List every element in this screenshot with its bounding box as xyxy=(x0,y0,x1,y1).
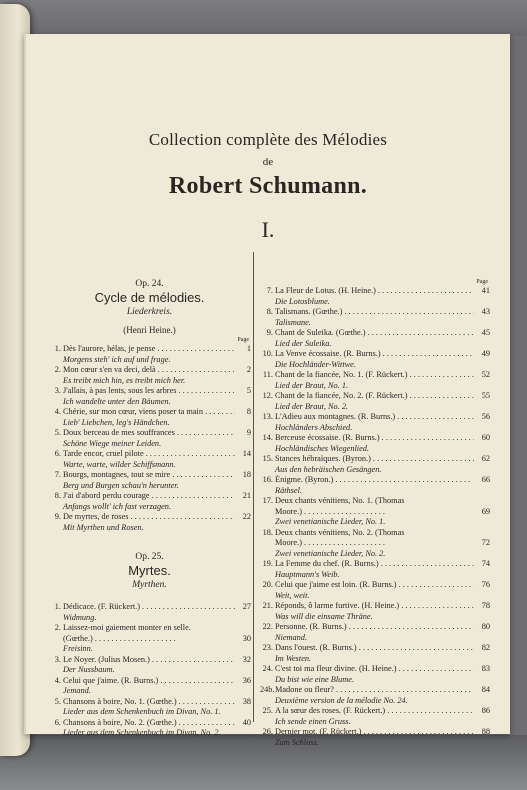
entry-page: 32 xyxy=(242,654,251,664)
entry-german-title: Was will die einsame Thräne. xyxy=(275,611,373,621)
entry-page: 38 xyxy=(242,696,251,706)
dot-leader: . . . . . . . . . . . . . . . . . . . . xyxy=(301,506,385,516)
toc-entry xyxy=(260,664,490,675)
op25-list xyxy=(48,602,251,739)
entry-title: Celui que j'aime est loin. (R. Burns.) . . . xyxy=(275,580,474,591)
entry-number: 24b. xyxy=(260,685,275,694)
entry-number: 5. xyxy=(54,696,61,706)
book-page xyxy=(24,34,510,747)
entry-title: Chant de la fiancée, No. 2. (F. Rückert.) . . . xyxy=(275,391,474,402)
entry-german-title: Lied der Braut, No. 2. xyxy=(275,401,349,411)
entry-number: 22. xyxy=(262,622,273,631)
entry-title: Dédicace. (F. Rückert.) . . . xyxy=(63,602,235,613)
entry-title: La Femme du chef. (R. Burns.) . . . xyxy=(275,559,474,570)
entry-german-title: Freisinn. xyxy=(63,644,93,653)
entry-german-title: Im Westen. xyxy=(275,653,312,663)
entry-german-title: Zwei venetianische Lieder, No. 1. xyxy=(275,517,386,526)
dot-leader: . . . . . . . . . . . . . . . . . . . . xyxy=(301,538,385,547)
toc-entry xyxy=(260,528,490,539)
entry-page: 88 xyxy=(481,727,490,736)
entry-page: 40 xyxy=(242,717,251,727)
de-line: de xyxy=(262,156,274,168)
toc-entry xyxy=(260,685,490,696)
entry-page: 86 xyxy=(481,706,490,715)
entry-number: 14. xyxy=(262,433,273,442)
entry-german-title: Lied der Suleika. xyxy=(275,338,332,348)
entry-number: 3. xyxy=(54,386,61,395)
entry-title: Tarde encor, cruel pilote . . . xyxy=(63,449,235,460)
entry-number: 19. xyxy=(262,559,273,568)
volume-number: I. xyxy=(261,217,275,242)
entry-number: 2. xyxy=(54,365,61,374)
entry-page: 82 xyxy=(481,643,490,652)
entry-number: 6. xyxy=(54,717,61,727)
entry-german-title: Die Hochländer-Wittwe. xyxy=(275,359,356,369)
entry-page: 30 xyxy=(242,633,251,643)
entry-german-title: Lied der Braut, No. 1. xyxy=(275,380,349,390)
toc-entry xyxy=(48,697,251,708)
entry-page: 78 xyxy=(481,601,490,610)
entry-title: Laissez-moi gaiement monter en selle. xyxy=(63,623,191,632)
entry-title: Stances hébraïques. (Byron.) . . . xyxy=(275,454,474,465)
entry-page: 60 xyxy=(481,433,490,442)
entry-german-title: Warte, warte, wilder Schiffsmann. xyxy=(63,459,176,469)
entry-number: 10. xyxy=(262,349,273,358)
op24-german: Liederkreis. xyxy=(126,307,173,317)
page-column-label-right: Page xyxy=(476,279,488,285)
toc-entry xyxy=(260,622,490,633)
entry-german-title: Du bist wie eine Blume. xyxy=(275,674,355,684)
entry-title: L'Adieu aux montagnes. (R. Burns.) . . . xyxy=(275,412,474,423)
entry-number: 17. xyxy=(262,496,273,505)
toc-entry xyxy=(260,727,490,738)
entry-page: 18 xyxy=(242,470,251,479)
toc-entry xyxy=(260,643,490,654)
entry-number: 23. xyxy=(262,643,273,652)
entry-page: 36 xyxy=(242,675,251,685)
entry-title-cont: Moore.) xyxy=(275,538,302,547)
toc-entry xyxy=(260,349,490,360)
entry-page: 8 xyxy=(246,407,251,416)
entry-page: 69 xyxy=(481,506,490,516)
toc-entry xyxy=(260,391,490,402)
entry-number: 26. xyxy=(262,727,273,736)
entry-page: 62 xyxy=(481,454,490,463)
dot-leader: . . . . . . . . . . . . . . . . . . . . xyxy=(92,633,176,643)
toc-entry xyxy=(260,559,490,570)
toc-entry xyxy=(48,407,251,418)
entry-german-title: Schöne Wiege meiner Leiden. xyxy=(63,438,162,448)
entry-number: 18. xyxy=(262,527,273,537)
toc-entry xyxy=(260,433,490,444)
toc-entry xyxy=(260,307,490,318)
entry-german-title: Die Lotosblume. xyxy=(275,296,330,306)
entry-number: 21. xyxy=(262,601,273,610)
entry-title: Bourgs, montagnes, tout se mire . . . xyxy=(63,470,235,481)
entry-title: Chansons à boire, No. 1. (Gœthe.) . . . xyxy=(63,697,235,708)
entry-title: Doux berceau de mes souffrances . . . xyxy=(63,428,235,439)
entry-continuation xyxy=(260,538,490,549)
entry-page: 27 xyxy=(242,602,251,611)
entry-page: 1 xyxy=(246,344,251,353)
entry-page: 55 xyxy=(481,391,490,400)
entry-title: Chant de la fiancée, No. 1. (F. Rückert.) . . . xyxy=(275,370,474,381)
entry-page: 52 xyxy=(481,370,490,379)
entry-number: 6. xyxy=(54,449,61,458)
entry-german-title: Deuxième version de la mélodie No. 24. xyxy=(275,695,408,705)
toc-entry xyxy=(48,655,251,666)
entry-number: 25. xyxy=(262,706,273,715)
entry-title: La Fleur de Lotus. (H. Heine.) . . . xyxy=(275,286,474,297)
entry-number: 2. xyxy=(54,623,61,632)
entry-number: 15. xyxy=(262,454,273,463)
entry-page: 49 xyxy=(481,349,490,358)
entry-german-title: Räthsel. xyxy=(275,485,302,495)
entry-german-title: Niemand. xyxy=(275,632,308,642)
toc-entry xyxy=(260,496,490,507)
page-column-label: Page xyxy=(237,337,249,343)
entry-page: 9 xyxy=(246,428,251,437)
entry-continuation xyxy=(48,634,251,645)
entry-number: 12. xyxy=(262,391,273,400)
toc-entry xyxy=(260,706,490,717)
entry-german-title: Hauptmann's Weib. xyxy=(275,569,340,579)
entry-german-title: Hochländers Abschied. xyxy=(275,422,353,432)
toc-entry xyxy=(48,449,251,460)
entry-page: 66 xyxy=(481,475,490,484)
entry-title: Réponds, ô larme furtive. (H. Heine.) . . . xyxy=(275,601,474,612)
op25-label: Op. 25. xyxy=(135,552,164,562)
entry-page: 41 xyxy=(481,286,490,295)
entry-title: Le Noyer. (Julius Mosen.) . . . xyxy=(63,655,235,666)
entry-german-title: Lieder aus dem Schenkenbuch im Divan, No. 1. xyxy=(63,707,221,716)
entry-page: 43 xyxy=(481,307,490,316)
composer-name: Robert Schumann. xyxy=(168,173,368,199)
entry-page: 56 xyxy=(481,412,490,421)
entry-number: 7. xyxy=(54,470,61,479)
entry-title: Madone ou fleur? . . . xyxy=(275,685,474,696)
background-top xyxy=(0,0,527,36)
toc-entry xyxy=(48,365,251,376)
entry-page: 14 xyxy=(242,449,251,458)
entry-page: 72 xyxy=(481,538,490,547)
entry-page: 21 xyxy=(242,491,251,500)
toc-entry xyxy=(260,370,490,381)
entry-title: Personne. (R. Burns.) . . . xyxy=(275,622,474,633)
toc-entry xyxy=(48,676,251,687)
toc-entry xyxy=(48,623,251,634)
entry-title: Deux chants vénitiens, No. 1. (Thomas xyxy=(275,496,405,505)
entry-title: Celui que j'aime. (R. Burns.) . . . xyxy=(63,676,235,687)
op24-title: Cycle de mélodies. xyxy=(94,290,205,305)
toc-entry xyxy=(48,344,251,355)
entry-title: Berceuse écossaise. (R. Burns.) . . . xyxy=(275,433,474,444)
op24-list xyxy=(48,344,251,533)
entry-page: 74 xyxy=(481,559,490,568)
entry-title: Chant de Suleika. (Gœthe.) . . . xyxy=(275,328,474,339)
toc-entry xyxy=(48,428,251,439)
entry-page: 84 xyxy=(481,685,490,694)
entry-number: 5. xyxy=(54,428,61,437)
entry-german-title: Morgens steh' ich auf und frage. xyxy=(63,354,171,364)
entry-title: Mon cœur s'en va deci, delà . . . xyxy=(63,365,235,376)
entry-title: Énigme. (Byron.) . . . xyxy=(275,475,474,486)
entry-german-title: Zwei venetianische Lieder, No. 2. xyxy=(275,548,386,558)
entry-german-title: Talismane. xyxy=(275,317,311,327)
entry-german-title: Lieder aus dem Schenkenbuch im Divan, No. 2. xyxy=(63,728,221,737)
entry-title: A la sœur des roses. (F. Rückert.) . . . xyxy=(275,706,474,717)
entry-continuation xyxy=(260,507,490,518)
toc-entry xyxy=(48,386,251,397)
toc-entry xyxy=(260,580,490,591)
op24-author: (Henri Heine.) xyxy=(123,325,176,335)
entry-number: 1. xyxy=(54,344,61,353)
entry-number: 8. xyxy=(266,307,273,316)
entry-title: Dans l'ouest. (R. Burns.) . . . xyxy=(275,643,474,654)
entry-title: De myrtes, de roses . . . xyxy=(63,512,235,523)
entry-number: 16. xyxy=(262,475,273,484)
entry-number: 1. xyxy=(54,602,61,611)
toc-entry xyxy=(260,475,490,486)
entry-number: 9. xyxy=(54,512,61,521)
toc-entry xyxy=(48,602,251,613)
column-divider xyxy=(253,252,254,722)
entry-title: Chérie, sur mon cœur, viens poser ta main . . . xyxy=(63,407,235,418)
right-column xyxy=(260,248,490,748)
entry-title: Talismans. (Gœthe.) . . . xyxy=(275,307,474,318)
entry-title-cont: Moore.) xyxy=(275,506,302,516)
entry-number: 4. xyxy=(54,407,61,416)
entry-page: 76 xyxy=(481,580,490,589)
entry-page: 5 xyxy=(246,386,251,395)
toc-entry xyxy=(48,718,251,729)
toc-entry xyxy=(260,601,490,612)
op25-title: Myrtes. xyxy=(128,563,171,578)
entry-title: Chansons à boire, No. 2. (Gœthe.) . . . xyxy=(63,718,235,729)
toc-entry xyxy=(260,412,490,423)
toc-entry xyxy=(260,328,490,339)
entry-page: 45 xyxy=(481,328,490,337)
entry-title-cont: (Gœthe.) xyxy=(63,633,93,643)
op25-german: Myrthen. xyxy=(132,580,167,590)
entry-title: C'est toi ma fleur divine. (H. Heine.) . . . xyxy=(275,664,474,675)
left-column xyxy=(48,248,251,739)
entry-german-title: Der Nussbaum. xyxy=(63,665,115,674)
entry-german-title: Es treibt mich hin, es treibt mich her. xyxy=(63,375,186,385)
entry-german-title: Widmung. xyxy=(63,612,97,622)
entry-german-title: Ich sende einen Gruss. xyxy=(275,716,351,726)
entry-page: 2 xyxy=(246,365,251,374)
entry-title: J'ai d'abord perdu courage . . . xyxy=(63,491,235,502)
entry-page: 22 xyxy=(242,512,251,521)
toc-entry xyxy=(260,286,490,297)
toc-entry xyxy=(48,491,251,502)
entry-number: 4. xyxy=(54,675,61,685)
entry-german-title: Anfangs wollt' ich fast verzagen. xyxy=(63,501,172,511)
collection-title: Collection complète des Mélodies xyxy=(148,130,388,149)
entry-german-title: Aus den hebräischen Gesängen. xyxy=(275,464,382,474)
entry-number: 20. xyxy=(262,580,273,589)
entry-number: 24. xyxy=(262,664,273,673)
entry-number: 11. xyxy=(262,370,273,379)
entry-number: 3. xyxy=(54,654,61,664)
op24-label: Op. 24. xyxy=(135,279,164,289)
entry-german-title: Weit, weit. xyxy=(275,590,310,600)
entry-title: Dès l'aurore, hélas, je pense . . . xyxy=(63,344,235,355)
entry-german-title: Lieb' Liebchen, leg's Händchen. xyxy=(63,417,170,427)
entry-number: 13. xyxy=(262,412,273,421)
entry-title: J'allais, à pas lents, sous les arbres . . . xyxy=(63,386,235,397)
right-list xyxy=(260,286,490,748)
toc-entry xyxy=(48,470,251,481)
entry-title: Deux chants vénitiens, No. 2. (Thomas xyxy=(275,527,405,537)
entry-german-title: Hochländisches Wiegenlied. xyxy=(275,443,370,453)
entry-page: 80 xyxy=(481,622,490,631)
entry-number: 9. xyxy=(266,328,273,337)
entry-german-title: Jemand. xyxy=(63,686,91,695)
entry-number: 7. xyxy=(266,286,273,295)
entry-german-title: Ich wandelte unter den Bäumen. xyxy=(63,396,171,406)
toc-entry xyxy=(48,512,251,523)
entry-number: 8. xyxy=(54,491,61,500)
entry-german-title: Zum Schluss. xyxy=(275,737,319,747)
toc-entry xyxy=(260,454,490,465)
entry-german-title: Mit Myrthen und Rosen. xyxy=(63,522,144,532)
entry-title: Dernier mot. (F. Rückert.) . . . xyxy=(275,727,474,738)
entry-german-title: Berg und Burgen schau'n herunter. xyxy=(63,480,179,490)
entry-page: 83 xyxy=(481,664,490,673)
entry-title: La Venve écossaise. (R. Burns.) . . . xyxy=(275,349,474,360)
